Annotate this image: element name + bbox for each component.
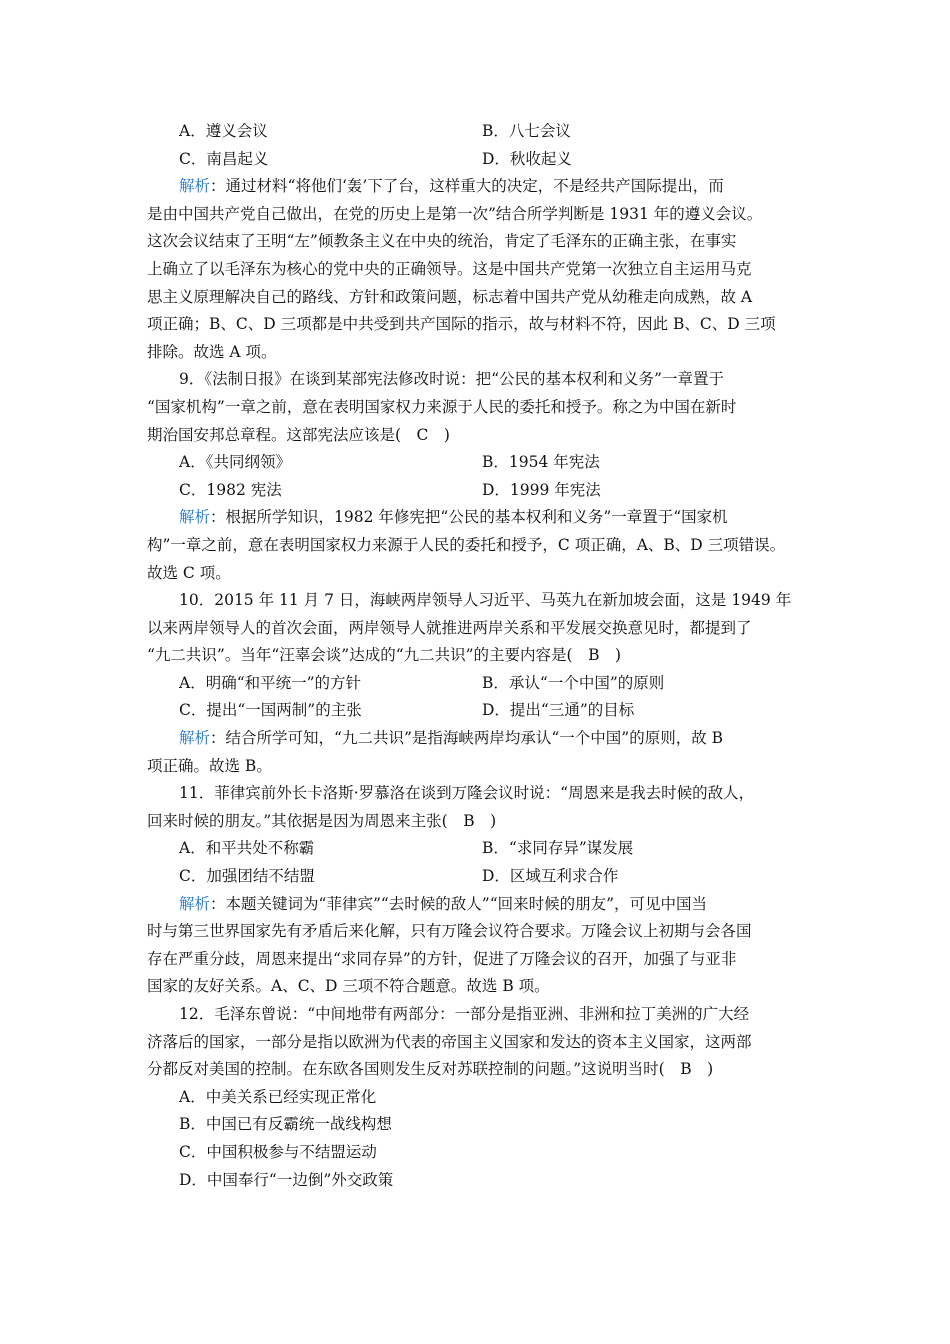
q8-options-row-2 <box>147 146 815 174</box>
q8-analysis-line-7: 排除。故选 A 项。 <box>147 342 277 361</box>
q9-option-a: A．《共同纲领》 <box>179 453 291 472</box>
q12-stem-line-2: 济落后的国家，一部分是指以欧洲为代表的帝国主义国家和发达的资本主义国家，这两部 <box>147 1032 752 1051</box>
q11-analysis-line-2: 时与第三世界国家先有矛盾后来化解，只有万隆会议符合要求。万隆会议上初期与会各国 <box>147 922 752 941</box>
q9-option-d: D．1999 年宪法 <box>482 480 601 499</box>
q8-options-row-1 <box>147 118 815 146</box>
q11-analysis-line-4: 国家的友好关系。A、C、D 三项不符合题意。故选 B 项。 <box>147 977 550 996</box>
q11-stem-line-2: 回来时候的朋友。”其依据是因为周恩来主张( B ) <box>147 811 497 830</box>
q10-options-row-2 <box>147 697 815 725</box>
q10-stem-line-1: 10．2015 年 11 月 7 日，海峡两岸领导人习近平、马英九在新加坡会面，这是 1949 年 <box>179 591 792 610</box>
q8-option-d: D．秋收起义 <box>482 149 572 168</box>
q9-options-row-2 <box>147 477 815 505</box>
q9-analysis-label: 解析 <box>179 508 211 527</box>
q9-analysis-line-3: 故选 C 项。 <box>147 563 231 582</box>
q10-option-c: C．提出“一国两制”的主张 <box>179 701 362 720</box>
q8-option-c: C．南昌起义 <box>179 149 269 168</box>
q9-options-row-1 <box>147 449 815 477</box>
q10-stem-line-2: 以来两岸领导人的首次会面，两岸领导人就推进两岸关系和平发展交换意见时，都提到了 <box>147 618 752 637</box>
q12-stem-line-3: 分都反对美国的控制。在东欧各国则发生反对苏联控制的问题。”这说明当时( B ) <box>147 1060 714 1079</box>
q8-option-a: A．遵义会议 <box>179 122 268 140</box>
q8-analysis-line-5: 思主义原理解决自己的路线、方针和政策问题，标志着中国共产党从幼稚走向成熟，故 A <box>147 287 753 306</box>
q8-analysis-line-4: 上确立了以毛泽东为核心的党中央的正确领导。这是中国共产党第一次独立自主运用马克 <box>147 259 752 278</box>
q10-option-d: D．提出“三通”的目标 <box>482 701 635 720</box>
q9-option-c: C．1982 宪法 <box>179 480 282 499</box>
q11-option-c: C．加强团结不结盟 <box>179 867 315 886</box>
q9-stem-line-1: 9．《法制日报》在谈到某部宪法修改时说：把“公民的基本权利和义务”一章置于 <box>179 370 724 389</box>
q10-options-row-1 <box>147 670 815 698</box>
q11-options-row-2 <box>147 863 815 891</box>
q12-option-a: A．中美关系已经实现正常化 <box>179 1087 377 1106</box>
q12-option-b: B．中国已有反霸统一战线构想 <box>179 1115 392 1134</box>
q8-analysis-label: 解析 <box>179 177 211 196</box>
q9-stem-line-2: “国家机构”一章之前，意在表明国家权力来源于人民的委托和授予。称之为中国在新时 <box>147 397 737 416</box>
q10-analysis-label: 解析 <box>179 729 211 748</box>
q9-stem-line-3: 期治国安邦总章程。这部宪法应该是( C ) <box>147 425 450 444</box>
q11-option-d: D．区域互利求合作 <box>482 867 619 886</box>
document-content <box>147 118 815 1194</box>
q11-stem-line-1: 11．菲律宾前外长卡洛斯·罗慕洛在谈到万隆会议时说：“周恩来是我去时候的敌人， <box>179 784 755 803</box>
q9-analysis-line-1: 解析：根据所学知识，1982 年修宪把“公民的基本权利和义务”一章置于“国家机 <box>179 508 728 527</box>
q8-analysis-line-2: 是由中国共产党自己做出，在党的历史上是第一次”结合所学判断是 1931 年的遵义会议。 <box>147 204 763 223</box>
q11-option-a: A．和平共处不称霸 <box>179 839 315 858</box>
q10-option-b: B．承认“一个中国”的原则 <box>482 673 665 692</box>
q11-analysis-label: 解析 <box>179 894 211 913</box>
q12-option-d: D．中国奉行“一边倒”外交政策 <box>179 1170 394 1189</box>
q10-option-a: A．明确“和平统一”的方针 <box>179 673 362 692</box>
q10-analysis-line-1: 解析：结合所学可知，“九二共识”是指海峡两岸均承认“一个中国”的原则，故 B <box>179 729 724 748</box>
q8-option-b: B．八七会议 <box>482 122 571 140</box>
q10-stem-line-3: “九二共识”。当年“汪辜会谈”达成的“九二共识”的主要内容是( B ) <box>147 646 622 665</box>
q8-analysis-line-3: 这次会议结束了王明“左”倾教条主义在中央的统治，肯定了毛泽东的正确主张，在事实 <box>147 232 737 251</box>
q12-option-c: C．中国积极参与不结盟运动 <box>179 1142 377 1161</box>
q9-analysis-line-2: 构”一章之前，意在表明国家权力来源于人民的委托和授予，C 项正确，A、B、D 三项错误。 <box>147 535 786 554</box>
q8-analysis-line-1: 解析：通过材料“将他们‘轰’下了台，这样重大的决定，不是经共产国际提出，而 <box>179 177 724 196</box>
q11-options-row-1 <box>147 835 815 863</box>
q11-analysis-line-3: 存在严重分歧，周恩来提出“求同存异”的方针，促进了万隆会议的召开，加强了与亚非 <box>147 949 737 968</box>
q11-analysis-line-1: 解析：本题关键词为“菲律宾”“去时候的敌人”“回来时候的朋友”，可见中国当 <box>179 894 708 913</box>
q11-option-b: B．“求同存异”谋发展 <box>482 839 634 858</box>
q9-option-b: B．1954 年宪法 <box>482 453 600 472</box>
q10-analysis-line-2: 项正确。故选 B。 <box>147 756 272 775</box>
q8-analysis-line-6: 项正确；B、C、D 三项都是中共受到共产国际的指示，故与材料不符，因此 B、C、D 三项 <box>147 315 776 334</box>
q12-stem-line-1: 12．毛泽东曾说：“中间地带有两部分：一部分是指亚洲、非洲和拉丁美洲的广大经 <box>179 1005 750 1023</box>
